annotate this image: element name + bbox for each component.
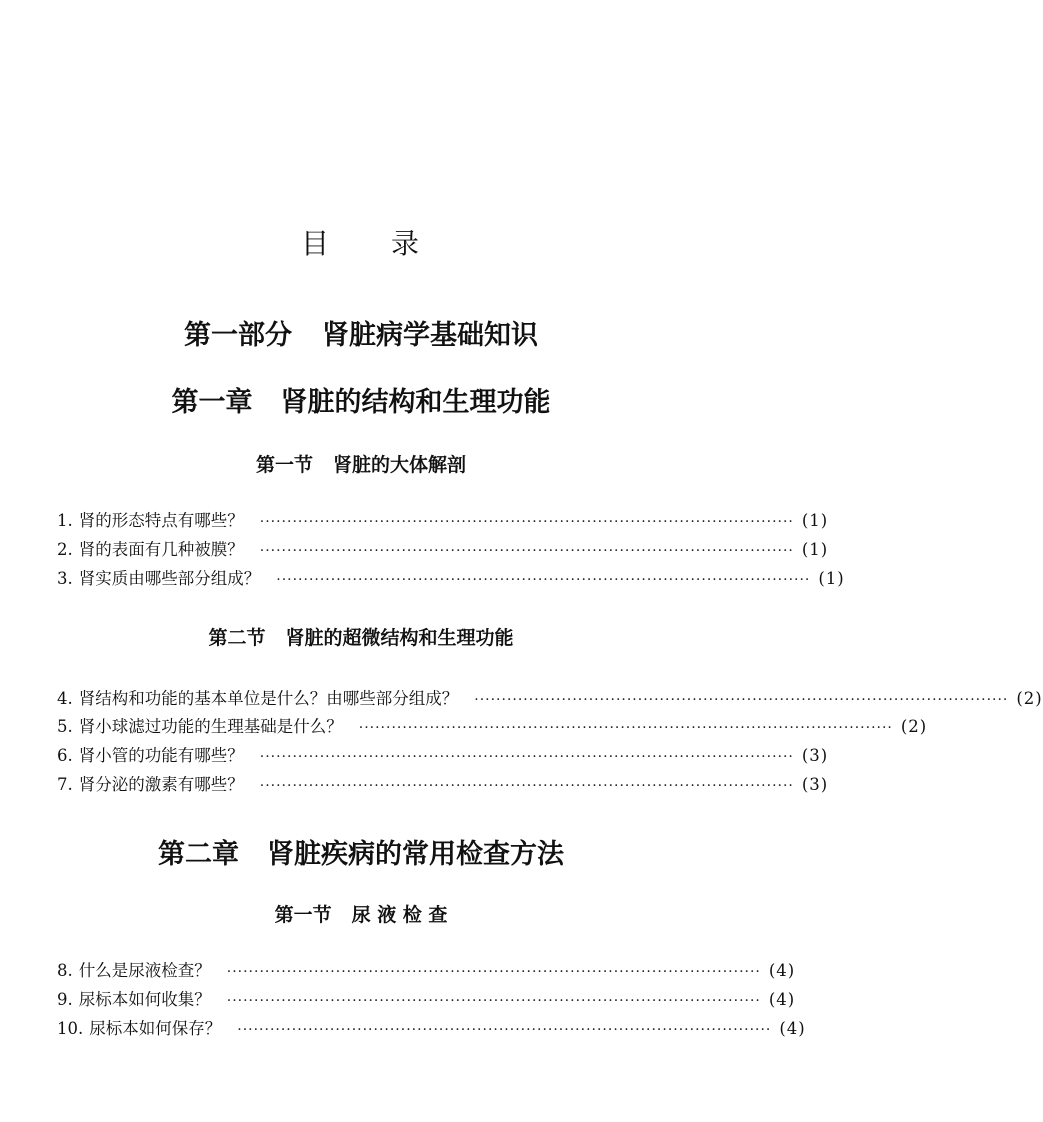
- entry-number: 6.: [57, 746, 73, 765]
- entry-page: (1): [801, 511, 829, 530]
- entry-number: 8.: [57, 961, 73, 980]
- entry-number: 5.: [57, 717, 73, 736]
- chapter-title: 肾脏疾病的常用检查方法: [267, 839, 564, 870]
- entry-page: (3): [801, 746, 829, 765]
- section-heading: [0, 900, 722, 927]
- chapter-heading: [0, 380, 722, 419]
- entry-title: 肾实质由哪些部分组成？: [78, 569, 261, 588]
- section-title: 肾脏的大体解剖: [333, 454, 467, 476]
- entry-number: 1.: [57, 511, 73, 530]
- toc-entry[interactable]: [57, 536, 829, 562]
- section-heading: [0, 450, 722, 477]
- chapter-heading: [0, 832, 722, 871]
- entry-title: 肾的表面有几种被膜？: [78, 540, 244, 559]
- toc-entry[interactable]: [57, 713, 928, 739]
- entry-title: 尿标本如何收集？: [78, 990, 211, 1009]
- entry-page: (4): [768, 961, 796, 980]
- toc-entry[interactable]: [57, 507, 829, 533]
- entry-page: (4): [768, 990, 796, 1009]
- dot-leader: ··································································································: [259, 543, 794, 559]
- toc-entry[interactable]: [57, 986, 796, 1012]
- dot-leader: ··································································································: [237, 1022, 772, 1038]
- entry-title: 尿标本如何保存？: [89, 1019, 222, 1038]
- entry-page: (4): [779, 1019, 806, 1038]
- entry-page: (3): [801, 775, 829, 794]
- dot-leader: ··································································································: [259, 778, 794, 794]
- toc-entry[interactable]: [57, 771, 829, 797]
- entry-title: 肾分泌的激素有哪些？: [78, 775, 244, 794]
- toc-title: [0, 222, 722, 262]
- section-title: 肾脏的超微结构和生理功能: [285, 627, 514, 649]
- toc-title-right: 录: [391, 227, 422, 260]
- entry-number: 10.: [57, 1019, 84, 1038]
- part-heading: [0, 313, 722, 352]
- entry-number: 4.: [57, 689, 73, 708]
- chapter-title: 肾脏的结构和生理功能: [280, 387, 551, 418]
- entry-number: 9.: [57, 990, 73, 1009]
- toc-entry[interactable]: [57, 957, 796, 983]
- part-label: 第一部分: [184, 320, 292, 351]
- entry-page: (1): [818, 569, 845, 588]
- dot-leader: ··································································································: [226, 964, 761, 980]
- section-title: 尿 液 检 查: [351, 904, 448, 926]
- entry-page: (1): [801, 540, 829, 559]
- chapter-label: 第一章: [171, 387, 253, 418]
- entry-page: (2): [900, 717, 928, 736]
- section-heading: [0, 623, 722, 650]
- dot-leader: ··································································································: [259, 749, 794, 765]
- dot-leader: ··································································································: [259, 514, 794, 530]
- entry-number: 7.: [57, 775, 73, 794]
- toc-entry[interactable]: [57, 565, 845, 591]
- part-title: 肾脏病学基础知识: [322, 320, 538, 351]
- entry-title: 肾小管的功能有哪些？: [78, 746, 244, 765]
- dot-leader: ··································································································: [276, 572, 811, 588]
- entry-number: 3.: [57, 569, 73, 588]
- dot-leader: ··································································································: [474, 692, 1009, 708]
- toc-entry[interactable]: [57, 685, 1043, 711]
- dot-leader: ··································································································: [358, 720, 893, 736]
- section-label: 第一节: [274, 904, 332, 926]
- entry-title: 肾结构和功能的基本单位是什么？由哪些部分组成？: [78, 689, 459, 708]
- dot-leader: ··································································································: [226, 993, 761, 1009]
- chapter-label: 第二章: [158, 839, 239, 870]
- section-label: 第二节: [208, 627, 266, 649]
- entry-page: (2): [1016, 689, 1043, 708]
- entry-title: 肾的形态特点有哪些？: [78, 511, 244, 530]
- entry-number: 2.: [57, 540, 73, 559]
- section-label: 第一节: [255, 454, 313, 476]
- entry-title: 什么是尿液检查？: [78, 961, 211, 980]
- toc-entry[interactable]: [57, 1015, 806, 1041]
- entry-title: 肾小球滤过功能的生理基础是什么？: [78, 717, 343, 736]
- toc-entry[interactable]: [57, 742, 829, 768]
- toc-title-left: 目: [300, 227, 331, 260]
